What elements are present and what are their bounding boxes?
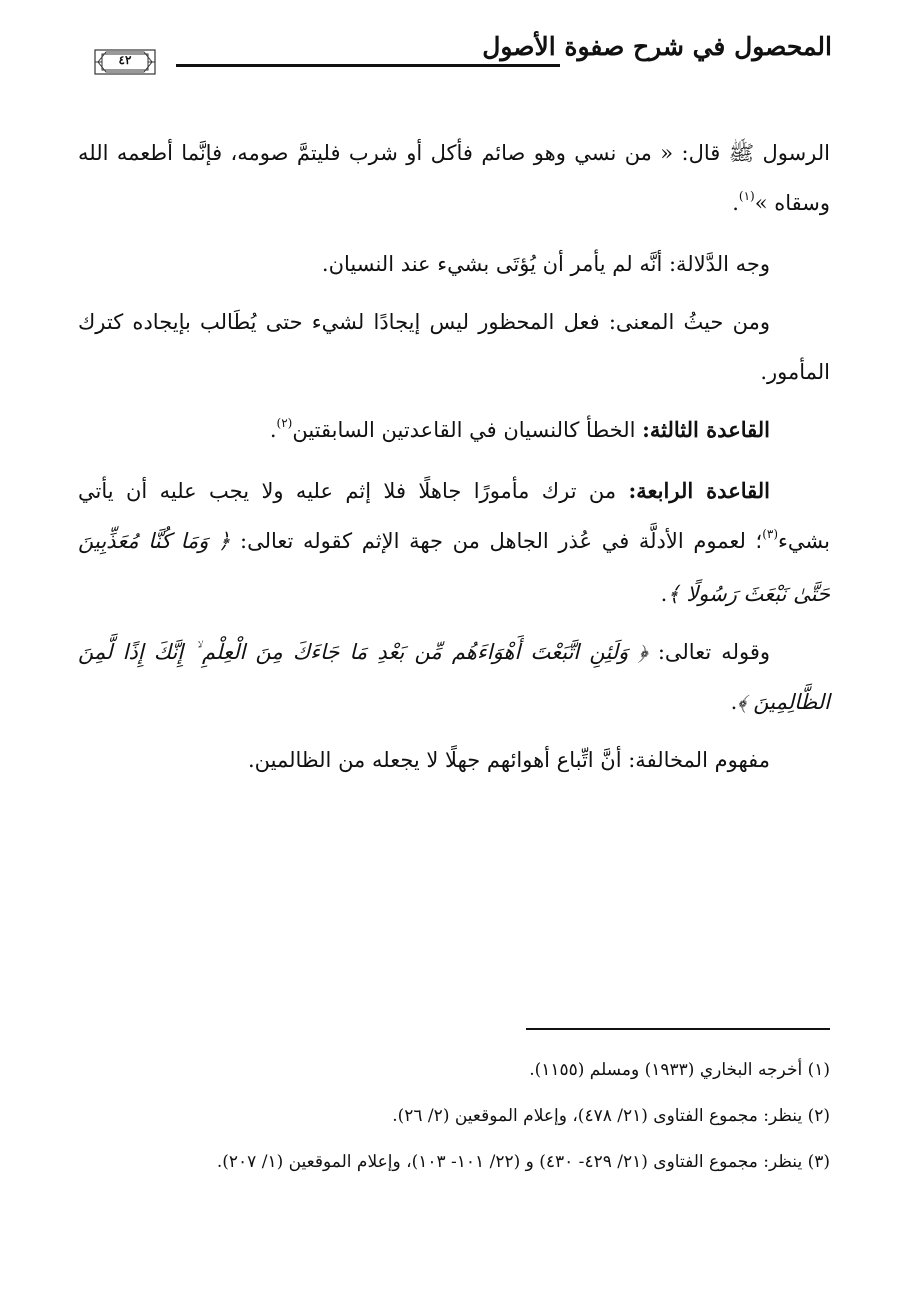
text-run: الخطأ كالنسيان في القاعدتين السابقتين (292, 418, 643, 442)
quran-verse: ﴿ وَلَئِنِ اتَّبَعْتَ أَهْوَاءَهُم مِّن بَعْدِ مَا جَاءَكَ مِنَ الْعِلْمِ ۙ إِنَّكَ إِذًا لَّمِنَ الظَّالِمِينَ ﴾ (78, 640, 830, 714)
page-number-ornament (94, 46, 156, 78)
paragraph (78, 297, 830, 397)
footnotes (78, 1052, 830, 1190)
text-run: مفهوم المخالفة: أنَّ اتِّباع أهوائهم جهلًا لا يجعله من الظالمين. (248, 748, 770, 772)
text-run: ومن حيثُ المعنى: فعل المحظور ليس إيجادًا لشيء حتى يُطَالب بإيجاده كترك المأمور. (78, 310, 830, 384)
paragraph (78, 735, 830, 785)
text-run: وجه الدَّلالة: أنَّه لم يأمر أن يُؤتَى بشيء عند النسيان. (321, 252, 770, 276)
quran-verse: ﴿ وَمَا كُنَّا مُعَذِّبِينَ حَتَّىٰ نَبْعَثَ رَسُولًا ﴾ (78, 529, 830, 606)
header-rule (176, 64, 560, 67)
footnote-ref: (١) (738, 189, 755, 203)
paragraph (78, 239, 830, 289)
footnote: (١) أخرجه البخاري (١٩٣٣) ومسلم (١١٥٥). (529, 1060, 830, 1080)
text-run: . (732, 191, 739, 215)
paragraph (78, 627, 830, 727)
text-run: وقوله تعالى: (647, 640, 770, 664)
rule-heading: القاعدة الرابعة: (628, 478, 770, 503)
footnote: (٢) ينظر: مجموع الفتاوى (٢١/ ٤٧٨)، وإعلام الموقعين (٢/ ٢٦). (392, 1106, 830, 1126)
text-run: . (660, 582, 668, 606)
text-run: ؛ لعموم الأدلَّة في عُذر الجاهل من جهة الإثم كقوله تعالى: (230, 529, 763, 553)
footnote-separator (526, 1028, 830, 1030)
paragraph (78, 466, 830, 619)
text-run: الرسول ﷺ قال: « من نسي وهو صائم فأكل أو شرب فليتمَّ صومه، فإنَّما أطعمه الله وسقاه » (78, 141, 830, 215)
page-number: ٤٢ (118, 53, 132, 67)
text-run: . (730, 690, 738, 714)
text-run: من ترك مأمورًا جاهلًا فلا إثم عليه ولا يجب عليه أن يأتي بشيء (78, 479, 831, 553)
footnote: (٣) ينظر: مجموع الفتاوى (٢١/ ٤٢٩- ٤٣٠) و (٢٢/ ١٠١- ١٠٣)، وإعلام الموقعين (١/ ٢٠٧). (216, 1152, 830, 1172)
paragraph (78, 405, 830, 458)
main-text (78, 128, 830, 793)
book-title: المحصول في شرح صفوة الأصول (482, 32, 832, 61)
text-run: . (269, 418, 277, 442)
rule-heading: القاعدة الثالثة: (642, 417, 770, 442)
running-header (80, 26, 832, 78)
footnote-ref: (٢) (276, 416, 293, 430)
paragraph (78, 128, 830, 231)
footnote-ref: (٣) (762, 527, 779, 541)
